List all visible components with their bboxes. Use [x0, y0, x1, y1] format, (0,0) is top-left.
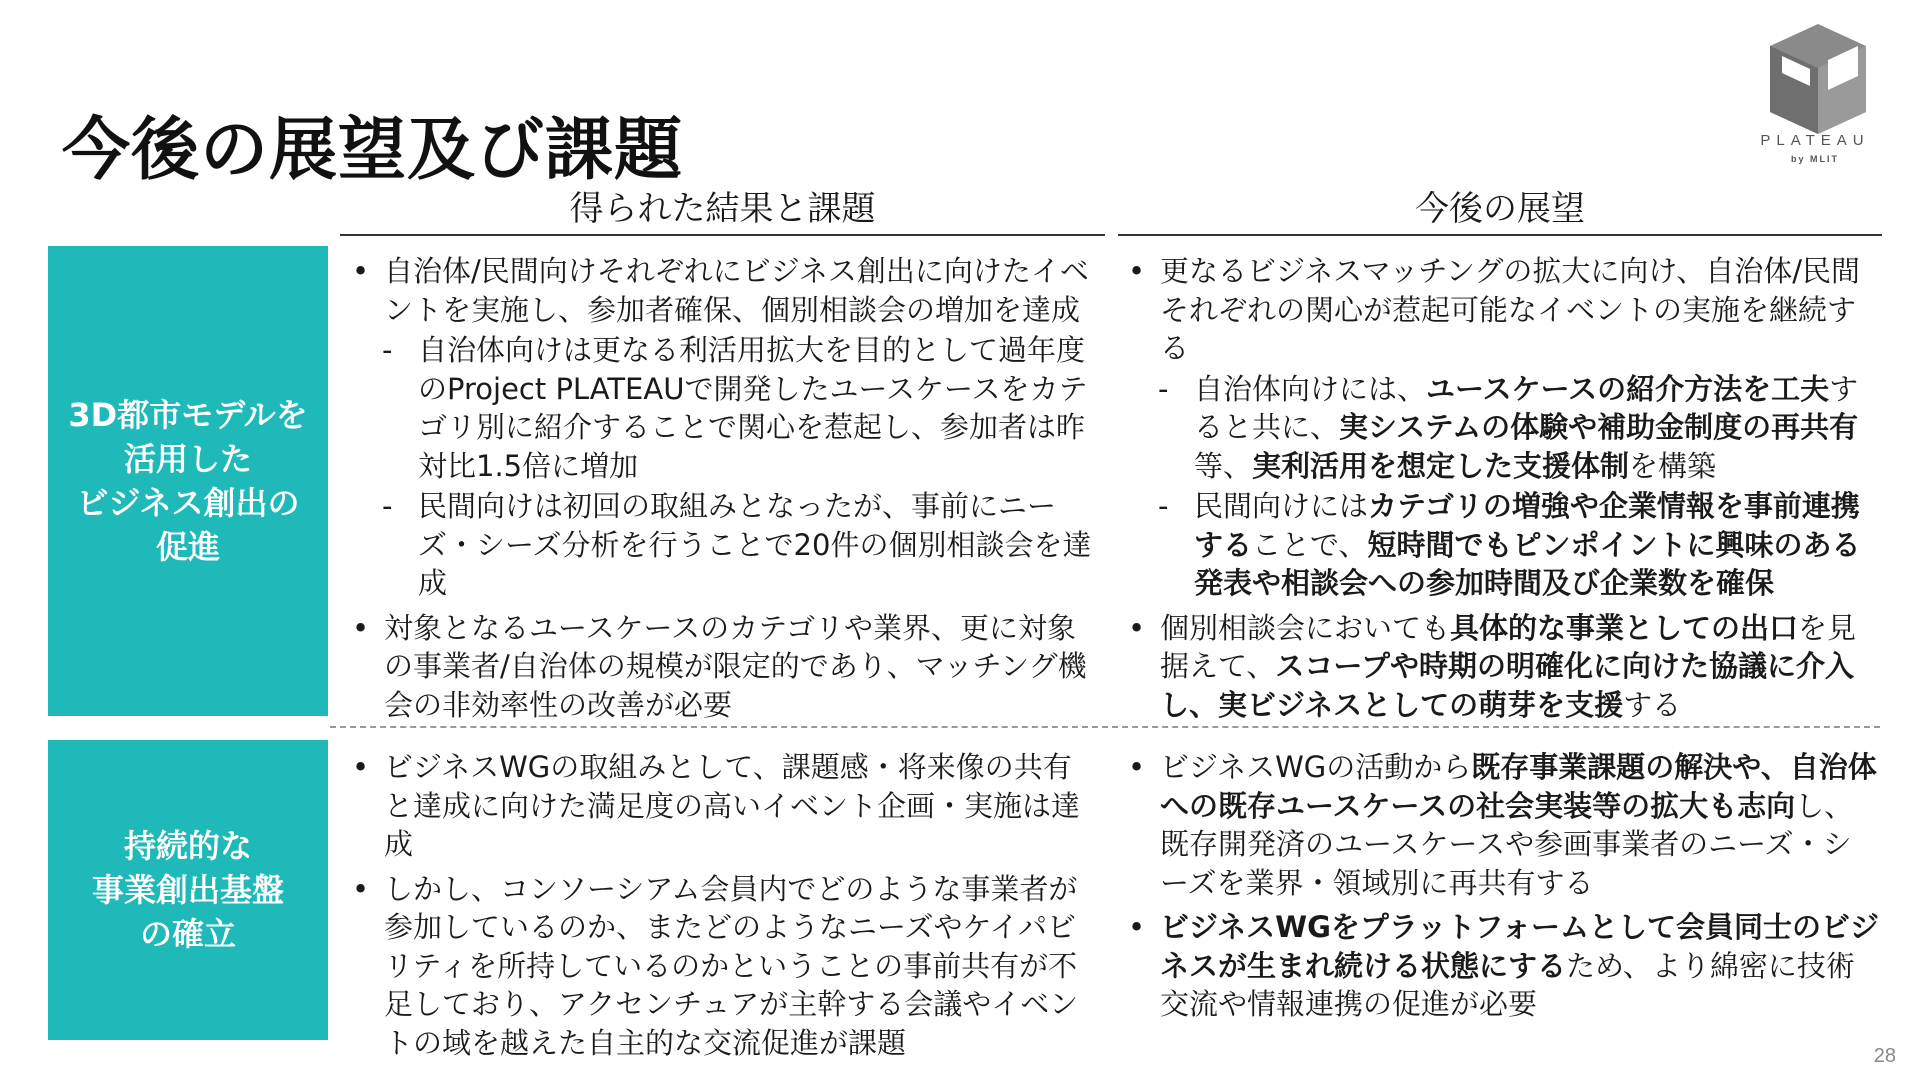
bullet-icon [352, 252, 384, 329]
cell-row1-outlook [1128, 252, 1880, 730]
cell-row1-results [352, 252, 1094, 730]
cell-row2-outlook [1128, 748, 1880, 1030]
dash-icon [382, 331, 418, 485]
bullet-icon [1128, 609, 1160, 725]
bullet-icon [352, 870, 384, 1063]
list-item: • ビジネスWGの取組みとして、課題感・将来像の共有と達成に向けた満足度の高いイベント企画・実施は達成 [352, 748, 1094, 864]
list-item: • ビジネスWGの活動から既存事業課題の解決や、自治体への既存ユースケースの社会実装等の拡大も志向し、既存開発済のユースケースや参画事業者のニーズ・シーズを業界・領域別に再共有する [1128, 748, 1880, 902]
list-item: • 自治体/民間向けそれぞれにビジネス創出に向けたイベントを実施し、参加者確保、個別相談会の増加を達成 - 自治体向けは更なる利活用拡大を目的として過年度のProject PLATEAUで開発したユースケースをカテゴリ別に紹介することで関心を惹起し、参加者は昨対比1.5倍に増加 - 民間向けは初回の取組みとなったが、事前にニーズ・シーズ分析を行うことで20件の個別相談会を達成 [352, 252, 1094, 603]
plateau-logo-icon [1740, 16, 1900, 176]
dash-icon [1158, 370, 1194, 486]
list-item: • 更なるビジネスマッチングの拡大に向け、自治体/民間それぞれの関心が惹起可能なイベントの実施を継続する - 自治体向けには、ユースケースの紹介方法を工夫すると共に、実システムの体験や補助金制度の再共有等、実利活用を想定した支援体制を構築 - 民間向けにはカテゴリの増強や企業情報を事前連携することで、短時間でもピンポイントに興味のある発表や相談会への参加時間及び企業数を確保 [1128, 252, 1880, 603]
bullet-icon [352, 609, 384, 725]
row-label-business-platform: 持続的な 事業創出基盤 の確立 [48, 740, 328, 1040]
page-title: 今後の展望及び課題 [62, 111, 684, 190]
bullet-icon [1128, 908, 1160, 1024]
logo-text: PLATEAU [1760, 132, 1870, 149]
bullet-icon [1128, 748, 1160, 902]
list-item: • ビジネスWGをプラットフォームとして会員同士のビジネスが生まれ続ける状態にするため、より綿密に技術交流や情報連携の促進が必要 [1128, 908, 1880, 1024]
row-label-business-creation: 3D都市モデルを 活用した ビジネス創出の 促進 [48, 246, 328, 716]
bullet-icon [1128, 252, 1160, 368]
row-divider [330, 726, 1880, 728]
logo-subtext: by MLIT [1791, 154, 1839, 164]
column-header-results: 得られた結果と課題 [340, 186, 1105, 236]
page-number: 28 [1873, 1045, 1896, 1067]
dash-icon [382, 487, 418, 603]
list-item: • しかし、コンソーシアム会員内でどのような事業者が参加しているのか、またどのようなニーズやケイパビリティを所持しているのかということの事前共有が不足しており、アクセンチュアが主幹する会議やイベントの域を越えた自主的な交流促進が課題 [352, 870, 1094, 1063]
list-item: • 対象となるユースケースのカテゴリや業界、更に対象の事業者/自治体の規模が限定的であり、マッチング機会の非効率性の改善が必要 [352, 609, 1094, 725]
cell-row2-results [352, 748, 1094, 1068]
column-header-outlook: 今後の展望 [1118, 186, 1882, 236]
dash-icon [1158, 487, 1194, 603]
bullet-icon [352, 748, 384, 864]
list-item: • 個別相談会においても具体的な事業としての出口を見据えて、スコープや時期の明確化に向けた協議に介入し、実ビジネスとしての萌芽を支援する [1128, 609, 1880, 725]
